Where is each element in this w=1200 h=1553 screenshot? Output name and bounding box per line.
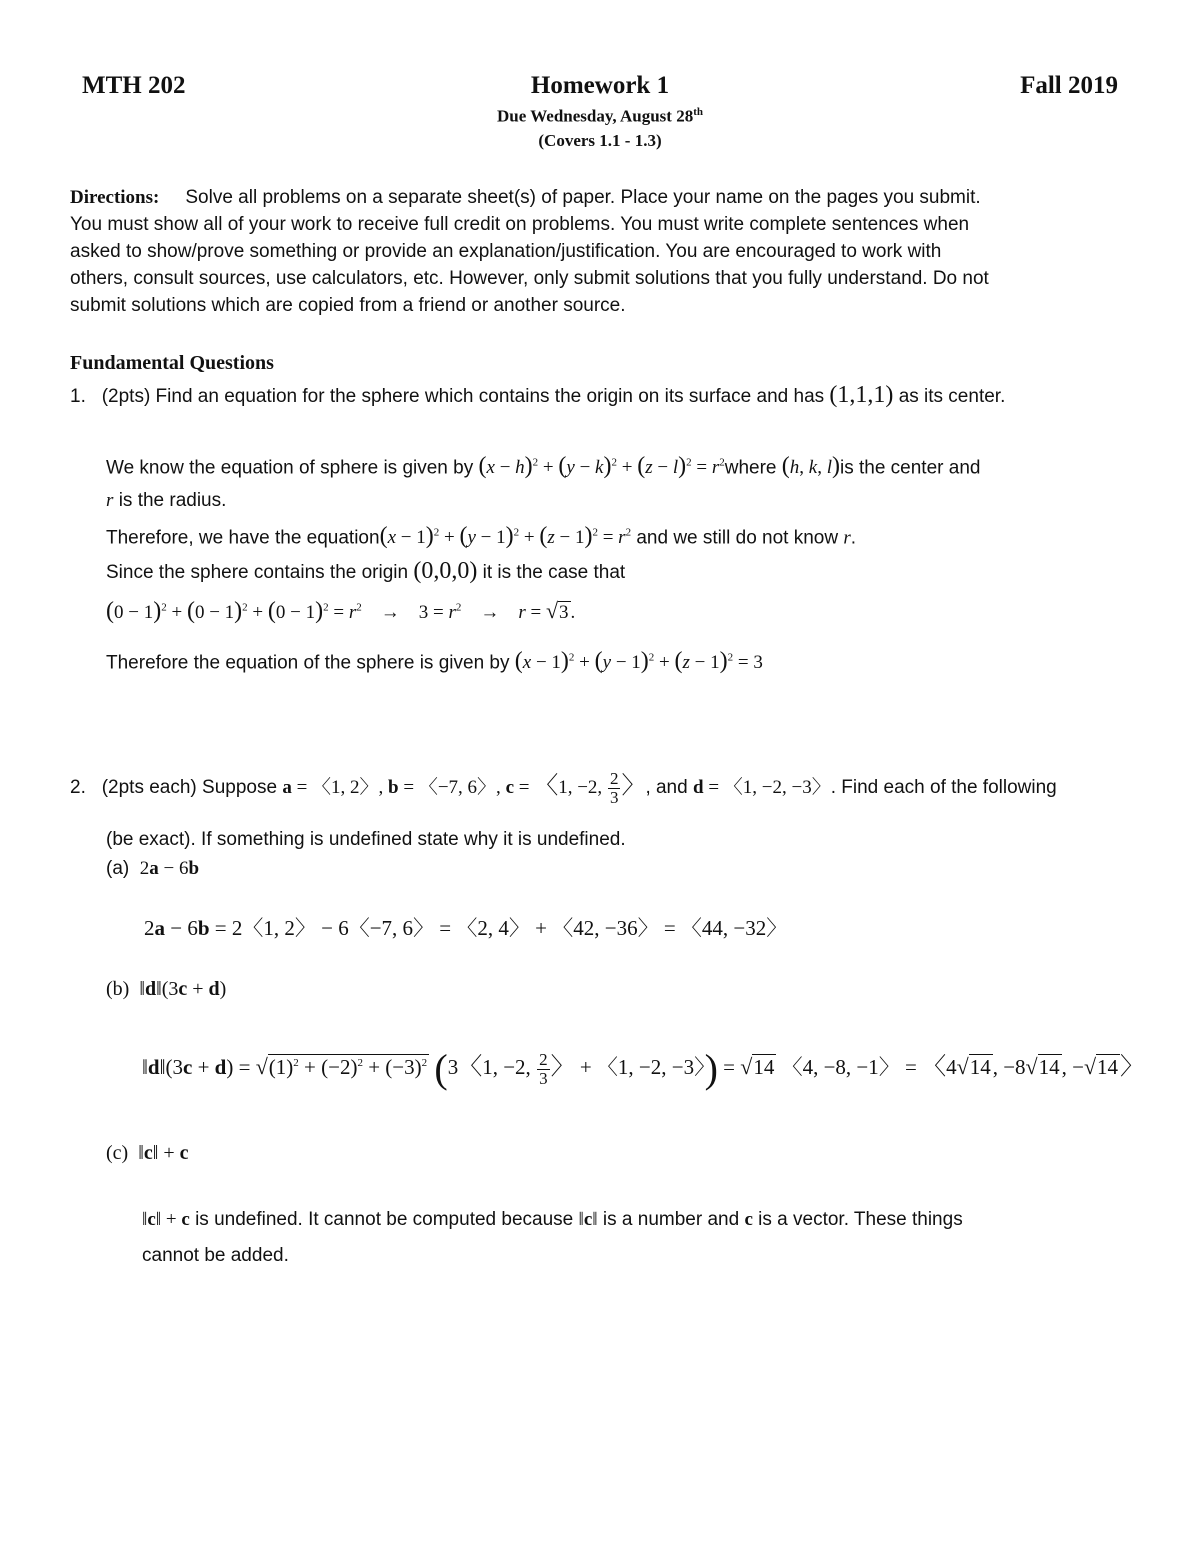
directions-line: Solve all problems on a separate sheet(s) of paper. Place your name on the pages you submit. <box>185 187 981 208</box>
part-c-answer-line-2: cannot be added. <box>142 1245 289 1266</box>
problem-1-statement: 1. (2pts) Find an equation for the sphere which contains the origin on its surface and has (1,1,1) as its center. <box>70 382 1006 408</box>
term: Fall 2019 <box>1020 72 1118 99</box>
covers-sections: (Covers 1.1 - 1.3) <box>538 131 662 150</box>
directions-line: submit solutions which are copied from a friend or another source. <box>70 295 626 316</box>
problem-1-line-6: Therefore the equation of the sphere is given by $(x - 1)^2 + (y - 1)^2 + (z - 1)^2 = 3$ <box>106 648 763 675</box>
problem-1-line-4: Since the sphere contains the origin (0,0,0) it is the case that <box>106 558 626 584</box>
part-b-answer: ‖d‖(3c + $d) = √(1)^2 + (-2)^2 + (-3)^2$ (3〈1, −2, $\frac{2}{3}$ 〉 + 〈1, −2, −3〉) = √14 〈4, −8, −1〉 = 〈4√14, −8√14, −√14〉 <box>142 1046 1145 1091</box>
part-c-label: (c) ‖c‖ + c <box>106 1142 189 1164</box>
directions-paragraph <box>70 184 989 319</box>
problem-1-line-2: r is the radius. <box>106 490 227 511</box>
directions-line: others, consult sources, use calculators, etc. However, only submit solutions that you fully understand. Do not <box>70 268 989 289</box>
part-b-label: (b) ‖d‖(3c + d) <box>106 978 227 1000</box>
directions-line: asked to show/prove something or provide an explanation/justification. You are encouraged to work with <box>70 241 942 262</box>
part-a-answer: 2a − 6b = 2〈1, 2〉 − 6〈−7, 6〉 = 〈2, 4〉 + 〈42, −36〉 = 〈44, −32〉 <box>144 916 788 940</box>
course-code: MTH 202 <box>82 72 186 99</box>
problem-1-line-3: Therefore, we have the equation(x − $1)^2 + (y - 1)^2 + (z - 1)^2 = r^2$ and we still do not know r. <box>106 523 857 550</box>
directions-line: You must show all of your work to receive full credit on problems. You must write complete sentences when <box>70 214 970 235</box>
problem-2-statement-line-2: (be exact). If something is undefined state why it is undefined. <box>106 829 626 850</box>
section-title: Fundamental Questions <box>70 352 274 374</box>
problem-1-line-5: $(0 - 1)^2 + (0 - 1)^2 + (0 - 1)^2 = r^2$ → $3 = r^2$ → r = √3 . <box>106 598 576 624</box>
directions-label: Directions: <box>70 187 160 208</box>
problem-2-statement: 2. (2pts each) Suppose a = 〈1, 2〉, b = 〈−7, 6〉, c = 〈1, −2, $\frac{2}{3}$ 〉, and d = 〈1, −2, −3〉. Find each of the following <box>70 769 1057 807</box>
problem-1-line-1: We know the equation of sphere is given by $(x - h)^2 + (y - k)^2 + (z - l)^2$ = $r^2where$ (h, k, l)is the center and <box>106 453 981 480</box>
part-c-answer: ‖c‖ + c is undefined. It cannot be computed because ‖c‖ is a number and c is a vector. These things <box>142 1209 963 1230</box>
due-date: Due Wednesday, August 28th <box>497 106 703 126</box>
page-title: Homework 1 <box>530 72 670 99</box>
part-a-label: (a) 2a − 6b <box>106 858 200 879</box>
